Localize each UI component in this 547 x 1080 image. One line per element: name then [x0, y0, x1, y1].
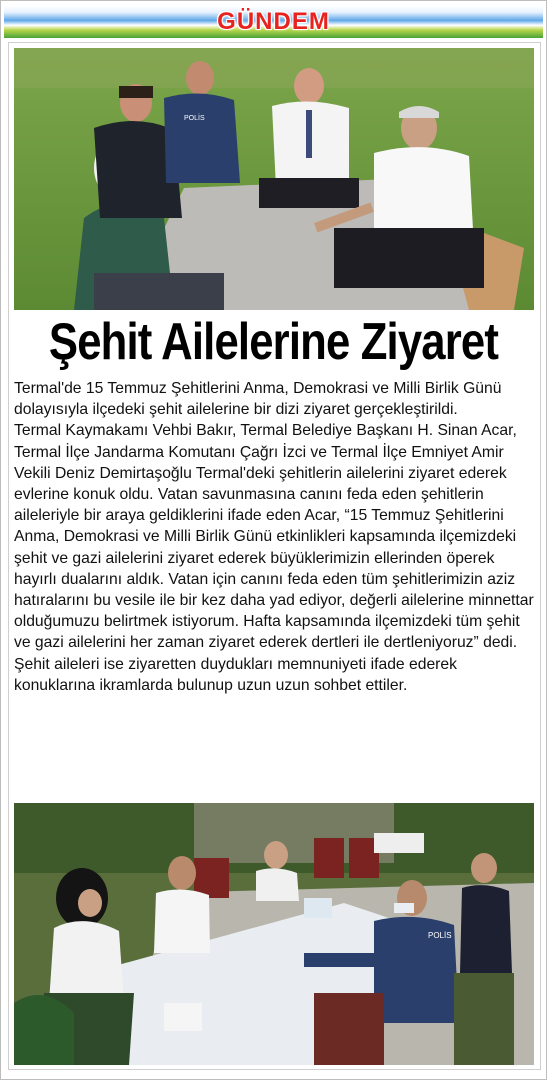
article-photo-bottom [14, 803, 534, 1065]
article-paragraph: Termal Kaymakamı Vehbi Bakır, Termal Belediye Başkanı H. Sinan Acar, Termal İlçe Jandarma Komutanı Çağrı İzci ve Termal İlçe Emniyet Amir Vekili Deniz Demirtaşoğlu Termal'deki şehitlerin ailelerini ziyaret ederek evlerine konuk oldu. Vatan savunmasına canını feda eden şehitlerin aileleriyle bir araya geldiklerini ifade eden Acar, “15 Temmuz Şehitlerini Anma, Demokrasi ve Milli Birlik Günü etkinlikleri kapsamında ilçemizdeki şehit ve gazi ailelerini ziyaret ederek büyüklerimizin ellerinden öperek hayırlı dualarını aldık. Vatan için canını feda eden tüm şehitlerimizin aziz hatıralarını bu vesile ile bir kez daha yad ediyor, değerli ailelerine minnettar olduğumuzu belirtmek istiyorum. Hafta kapsamında ilçemizdeki tüm şehit ve gazi ailelerini her zaman ziyaret ederek dertleri ile dertleniyoruz” dedi. [14, 422, 534, 652]
article-paragraph: Şehit aileleri ise ziyaretten duydukları memnuniyeti ifade ederek konuklarına ikramlarda bulunup uzun uzun sohbet ettiler. [14, 655, 457, 694]
article-paragraph: Termal'de 15 Temmuz Şehitlerini Anma, Demokrasi ve Milli Birlik Günü dolayısıyla ilçedeki şehit ailelerine bir dizi ziyaret gerçekleştirildi. [14, 380, 502, 419]
police-badge-top: POLİS [184, 115, 205, 122]
section-header-bar [4, 6, 543, 38]
section-title: GÜNDEM [217, 8, 330, 35]
police-badge-bottom: POLİS [428, 931, 452, 940]
article-body [14, 378, 539, 696]
article-photo-top [14, 48, 534, 310]
article-headline: Şehit Ailelerine Ziyaret [48, 313, 499, 371]
